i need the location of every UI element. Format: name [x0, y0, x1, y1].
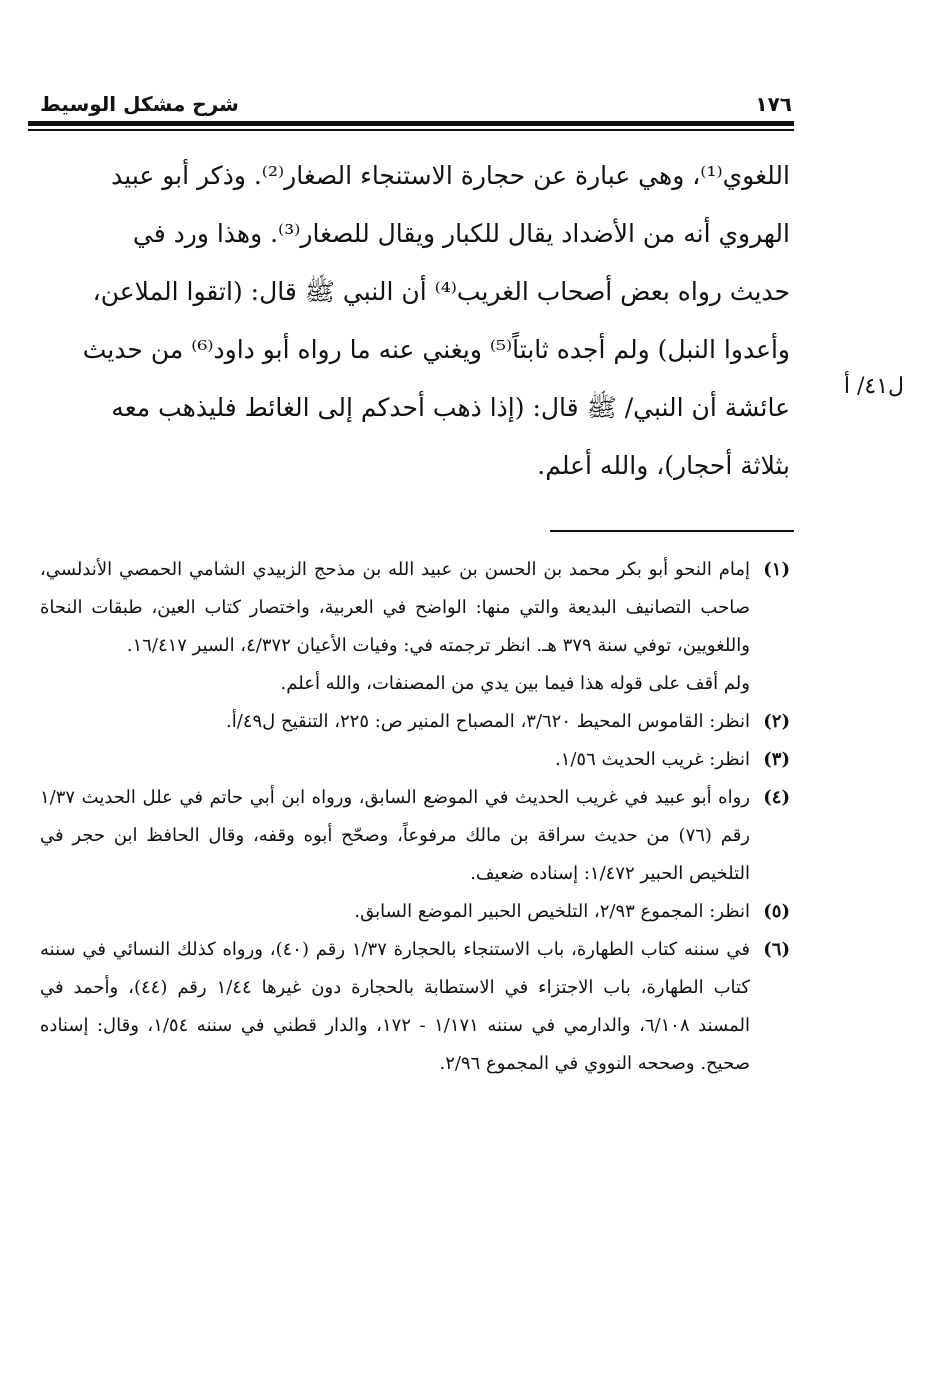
footnote-number: (٣): [763, 749, 790, 770]
header-rule-thin: [28, 129, 794, 131]
footnote-3: [40, 741, 790, 779]
manuscript-margin-note: ل٤١/ أ: [843, 374, 904, 399]
body-line: عائشة أن النبي/ ﷺ قال: (إذا ذهب أحدكم إلى الغائط فليذهب معه: [111, 393, 790, 422]
footnote-1: [40, 551, 790, 665]
body-line: بثلاثة أحجار)، والله أعلم.: [537, 451, 790, 480]
footnote-text: إمام النحو أبو بكر محمد بن الحسن بن عبيد الله بن مذحج الزبيدي الشامي الحمصي الأندلسي، صاحب التصانيف البديعة والتي منها: الواضح في العربية، واختصار كتاب العين، طبقات النحاة واللغويين، توفي سنة ٣٧٩ هـ. انظر ترجمته في: وفيات الأعيان ٤/٣٧٢، السير ١٦/٤١٧.: [40, 559, 750, 656]
footnotes: [40, 551, 790, 1083]
footnote-number: (٢): [763, 711, 790, 732]
body-line: الهروي أنه من الأضداد يقال للكبار ويقال للصغار⁽³⁾. وهذا ورد في: [132, 219, 790, 248]
footnote-number: (٦): [763, 939, 790, 960]
body-line: حديث رواه بعض أصحاب الغريب⁽⁴⁾ أن النبي ﷺ قال: (اتقوا الملاعن،: [92, 277, 790, 306]
footnote-5: [40, 893, 790, 931]
footnote-separator: [550, 530, 794, 532]
footnote-text: رواه أبو عبيد في غريب الحديث في الموضع السابق، ورواه ابن أبي حاتم في علل الحديث ١/٣٧ رقم (٧٦) من حديث سراقة بن مالك مرفوعاً، وصحّح أبوه وقفه، وقال الحافظ ابن حجر في التلخيص الحبير ١/٤٧٢: إسناده ضعيف.: [40, 787, 750, 884]
footnote-text: انظر: القاموس المحيط ٣/٦٢٠، المصباح المنير ص: ٢٢٥، التنقيح ل٤٩/أ.: [226, 711, 750, 732]
footnote-2: [40, 703, 790, 741]
header-rule-thick: [28, 121, 794, 126]
main-text: [40, 147, 790, 495]
footnote-1-continuation: ولم أقف على قوله هذا فيما بين يدي من المصنفات، والله أعلم.: [280, 673, 750, 694]
footnote-text: في سننه كتاب الطهارة، باب الاستنجاء بالحجارة ١/٣٧ رقم (٤٠)، ورواه كذلك النسائي في سننه كتاب الطهارة، باب الاجتزاء في الاستطابة بالحجارة دون غيرها ١/٤٤ رقم (٤٤)، وأحمد في المسند ٦/١٠٨، والدارمي في سننه ١/١٧١ - ١٧٢، والدار قطني في سننه ١/٥٤، وقال: إسناده صحيح. وصححه النووي في المجموع ٢/٩٦.: [40, 939, 751, 1074]
page-header: [40, 92, 792, 116]
book-title: شرح مشكل الوسيط: [40, 92, 239, 116]
footnote-number: (١): [763, 559, 790, 580]
page-number: ١٧٦: [755, 92, 792, 116]
footnote-6: [40, 931, 790, 1083]
footnote-text: انظر: غريب الحديث ١/٥٦.: [554, 749, 750, 770]
footnote-text: انظر: المجموع ٢/٩٣، التلخيص الحبير الموضع السابق.: [354, 901, 750, 922]
footnote-4: [40, 779, 790, 893]
body-line: اللغوي⁽¹⁾، وهي عبارة عن حجارة الاستنجاء الصغار⁽²⁾. وذكر أبو عبيد: [111, 161, 790, 190]
body-line: وأعدوا النبل) ولم أجده ثابتاً⁽⁵⁾ ويغني عنه ما رواه أبو داود⁽⁶⁾ من حديث: [82, 335, 790, 364]
footnote-number: (٥): [763, 901, 790, 922]
footnote-number: (٤): [763, 787, 790, 808]
